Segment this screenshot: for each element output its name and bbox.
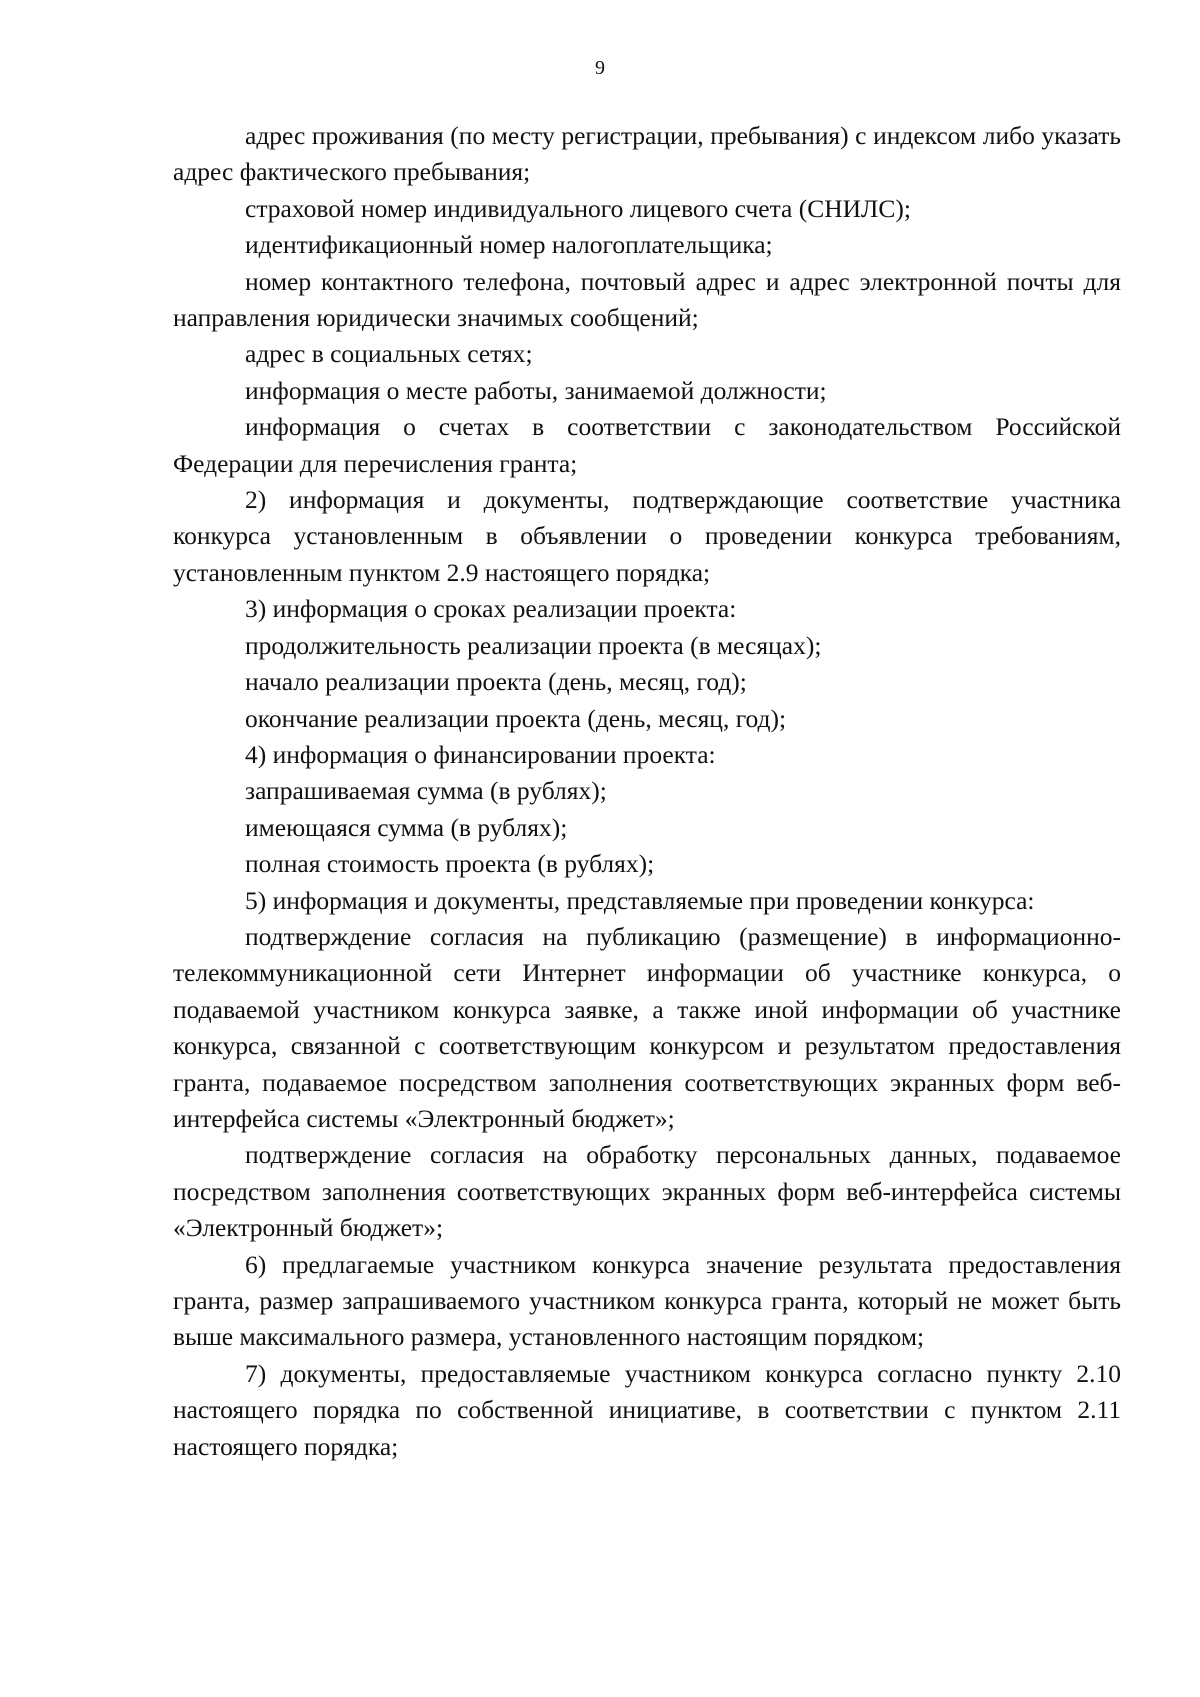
paragraph: начало реализации проекта (день, месяц, год); (245, 667, 747, 697)
paragraph: запрашиваемая сумма (в рублях); (245, 776, 607, 806)
paragraph: информация о месте работы, занимаемой должности; (245, 375, 827, 405)
paragraph: 3) информация о сроках реализации проекта: (245, 594, 737, 624)
paragraph: адрес в социальных сетях; (245, 339, 533, 369)
paragraph: адрес проживания (по месту регистрации, пребывания) с индексом либо указать адрес фактического пребывания; (173, 121, 1121, 187)
paragraph: продолжительность реализации проекта (в месяцах); (245, 630, 822, 660)
paragraph: окончание реализации проекта (день, месяц, год); (245, 703, 787, 733)
page-number: 9 (595, 57, 605, 79)
paragraph: номер контактного телефона, почтовый адрес и адрес электронной почты для направления юридически значимых сообщений; (173, 266, 1121, 333)
paragraph: полная стоимость проекта (в рублях); (245, 849, 655, 879)
document-body (173, 118, 1121, 1465)
paragraph: идентификационный номер налогоплательщика; (245, 230, 773, 260)
paragraph: 6) предлагаемые участником конкурса значение результата предоставления гранта, размер запрашиваемого участником конкурса гранта, который не может быть выше максимального размера, установленного настоящим порядком; (173, 1249, 1121, 1352)
paragraph: 4) информация о финансировании проекта: (245, 739, 716, 769)
paragraph: информация о счетах в соответствии с законодательством Российской Федерации для перечисления гранта; (173, 412, 1121, 478)
paragraph: 5) информация и документы, представляемые при проведении конкурса: (245, 885, 1035, 915)
paragraph: подтверждение согласия на публикацию (размещение) в информационно-телекоммуникационной сети Интернет информации об участнике конкурса, о подаваемой участником конкурса заявке, а также иной информации об участнике конкурса, связанной с соответствующим конкурсом и результатом предоставления гранта, подаваемое посредством заполнения соответствующих экранных форм веб-интерфейса системы «Электронный бюджет»; (173, 921, 1121, 1133)
paragraph: подтверждение согласия на обработку персональных данных, подаваемое посредством заполнения соответствующих экранных форм веб-интерфейса системы «Электронный бюджет»; (173, 1140, 1121, 1243)
paragraph: страховой номер индивидуального лицевого счета (СНИЛС); (245, 193, 911, 223)
paragraph: 7) документы, предоставляемые участником конкурса согласно пункту 2.10 настоящего порядка по собственной инициативе, в соответствии с пунктом 2.11 настоящего порядка; (173, 1358, 1121, 1461)
paragraph: 2) информация и документы, подтверждающие соответствие участника конкурса установленным в объявлении о проведении конкурса требованиям, установленным пунктом 2.9 настоящего порядка; (173, 485, 1121, 587)
paragraph: имеющаяся сумма (в рублях); (245, 812, 568, 842)
